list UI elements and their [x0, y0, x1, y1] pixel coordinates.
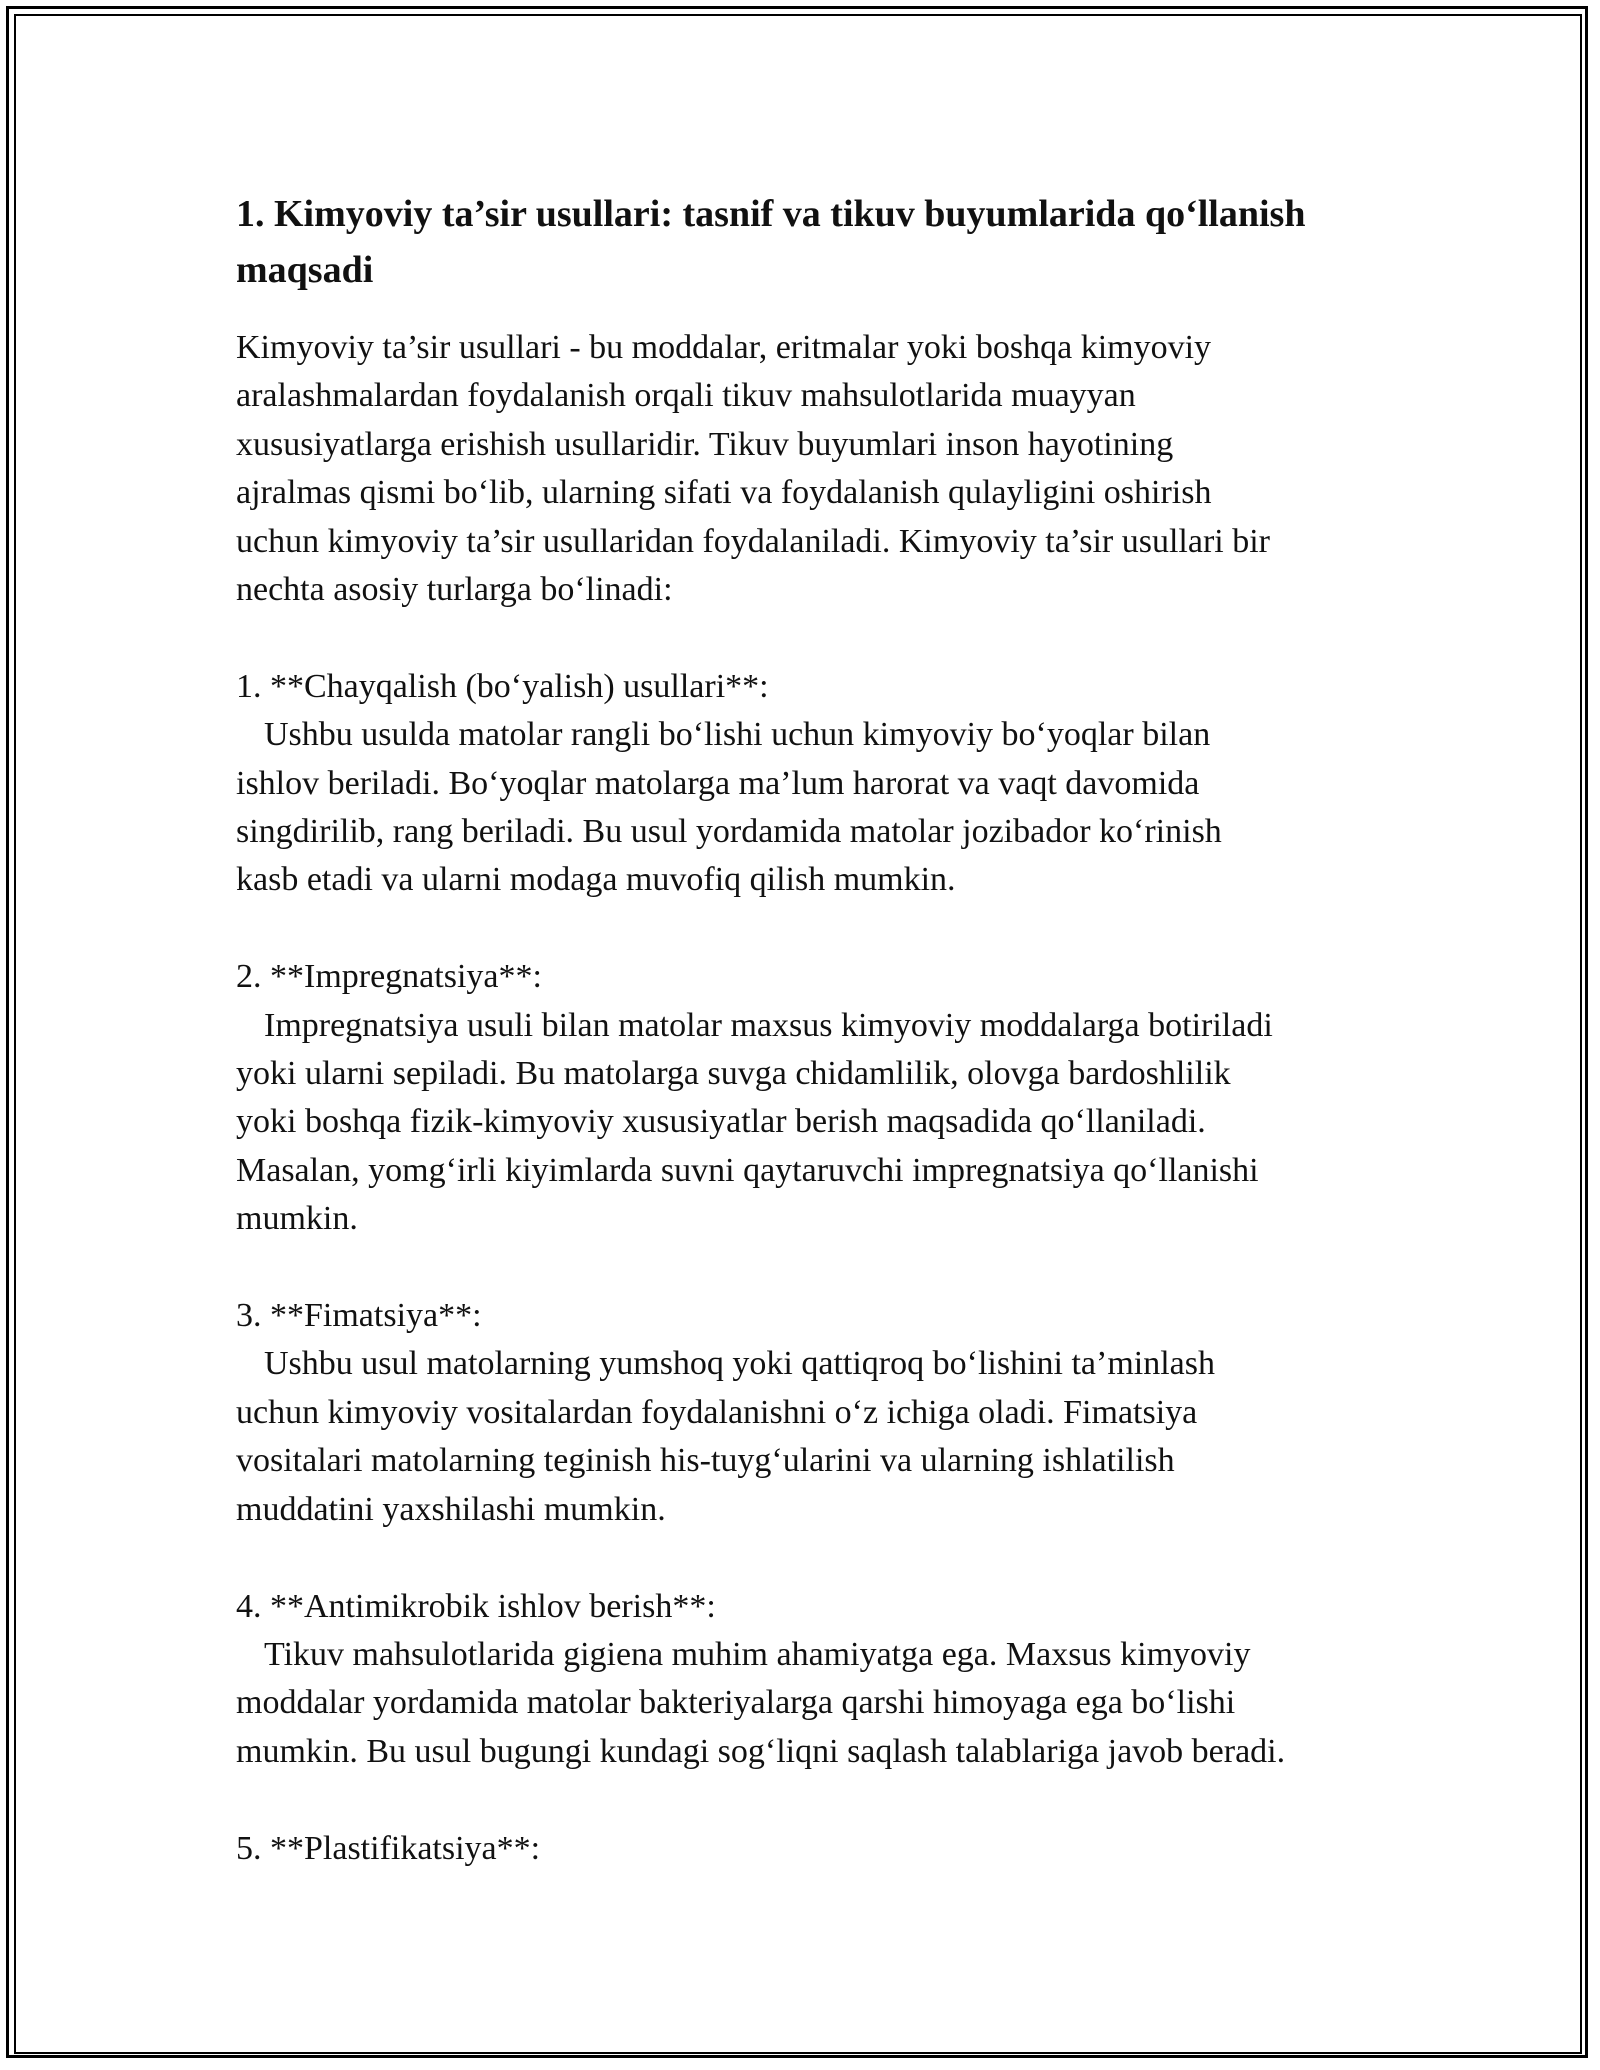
- list-item-line: ishlov beriladi. Bo‘yoqlar matolarga ma’lum harorat va vaqt davomida: [236, 764, 1200, 802]
- list-item-line: Ushbu usul matolarning yumshoq yoki qattiqroq bo‘lishini ta’minlash: [264, 1345, 1215, 1383]
- intro-line: uchun kimyoviy ta’sir usullaridan foydalaniladi. Kimyoviy ta’sir usullari bir: [236, 522, 1270, 560]
- list-item-line: Tikuv mahsulotlarida gigiena muhim ahamiyatga ega. Maxsus kimyoviy: [264, 1635, 1251, 1673]
- list-item-heading: 1. **Chayqalish (bo‘yalish) usullari**:: [236, 667, 769, 705]
- list-item-line: singdirilib, rang beriladi. Bu usul yordamida matolar jozibador ko‘rinish: [236, 813, 1222, 851]
- list-item-line: moddalar yordamida matolar bakteriyalarga qarshi himoyaga ega bo‘lishi: [236, 1684, 1236, 1722]
- list-item-heading: 5. **Plastifikatsiya**:: [236, 1829, 541, 1867]
- list-item-heading: 4. **Antimikrobik ishlov berish**:: [236, 1587, 716, 1625]
- list-item-line: mumkin. Bu usul bugungi kundagi sog‘liqni saqlash talablariga javob beradi.: [236, 1732, 1286, 1770]
- list-item-line: kasb etadi va ularni modaga muvofiq qilish mumkin.: [236, 861, 956, 899]
- list-item-line: uchun kimyoviy vositalardan foydalanishni o‘z ichiga oladi. Fimatsiya: [236, 1393, 1198, 1431]
- list-item-line: mumkin.: [236, 1200, 358, 1238]
- document-title: 1. Kimyoviy ta’sir usullari: tasnif va tikuv buyumlarida qo‘llanish maqsadi: [236, 193, 1306, 291]
- list-item: [236, 1583, 1376, 1777]
- list-item-line: muddatini yaxshilashi mumkin.: [236, 1490, 666, 1528]
- list-item: [236, 1292, 1376, 1534]
- intro-line: nechta asosiy turlarga bo‘linadi:: [236, 571, 673, 609]
- list-item-line: Impregnatsiya usuli bilan matolar maxsus kimyoviy moddalarga botiriladi: [264, 1006, 1273, 1044]
- intro-line: ajralmas qismi bo‘lib, ularning sifati va foydalanish qulayligini oshirish: [236, 474, 1212, 512]
- document-body: [236, 186, 1376, 1873]
- list-item-line: vositalari matolarning teginish his-tuyg‘ularini va ularning ishlatilish: [236, 1442, 1175, 1480]
- list-item-line: yoki ularni sepiladi. Bu matolarga suvga chidamlilik, olovga bardoshlilik: [236, 1055, 1231, 1093]
- list-item-line: Ushbu usulda matolar rangli bo‘lishi uchun kimyoviy bo‘yoqlar bilan: [264, 716, 1211, 754]
- intro-line: aralashmalardan foydalanish orqali tikuv mahsulotlarida muayyan: [236, 377, 1136, 415]
- list-item-line: yoki boshqa fizik-kimyoviy xususiyatlar berish maqsadida qo‘llaniladi.: [236, 1103, 1206, 1141]
- list-item-line: Masalan, yomg‘irli kiyimlarda suvni qaytaruvchi impregnatsiya qo‘llanishi: [236, 1151, 1259, 1189]
- intro-line: xususiyatlarga erishish usullaridir. Tikuv buyumlari inson hayotining: [236, 425, 1174, 463]
- list-item: [236, 953, 1376, 1243]
- list-item-heading: 2. **Impregnatsiya**:: [236, 958, 542, 996]
- intro-paragraph: [236, 324, 1376, 614]
- intro-line: Kimyoviy ta’sir usullari - bu moddalar, eritmalar yoki boshqa kimyoviy: [236, 329, 1212, 366]
- list-item-heading: 3. **Fimatsiya**:: [236, 1297, 482, 1335]
- list-item: [236, 663, 1376, 905]
- list-item: [236, 1825, 1376, 1873]
